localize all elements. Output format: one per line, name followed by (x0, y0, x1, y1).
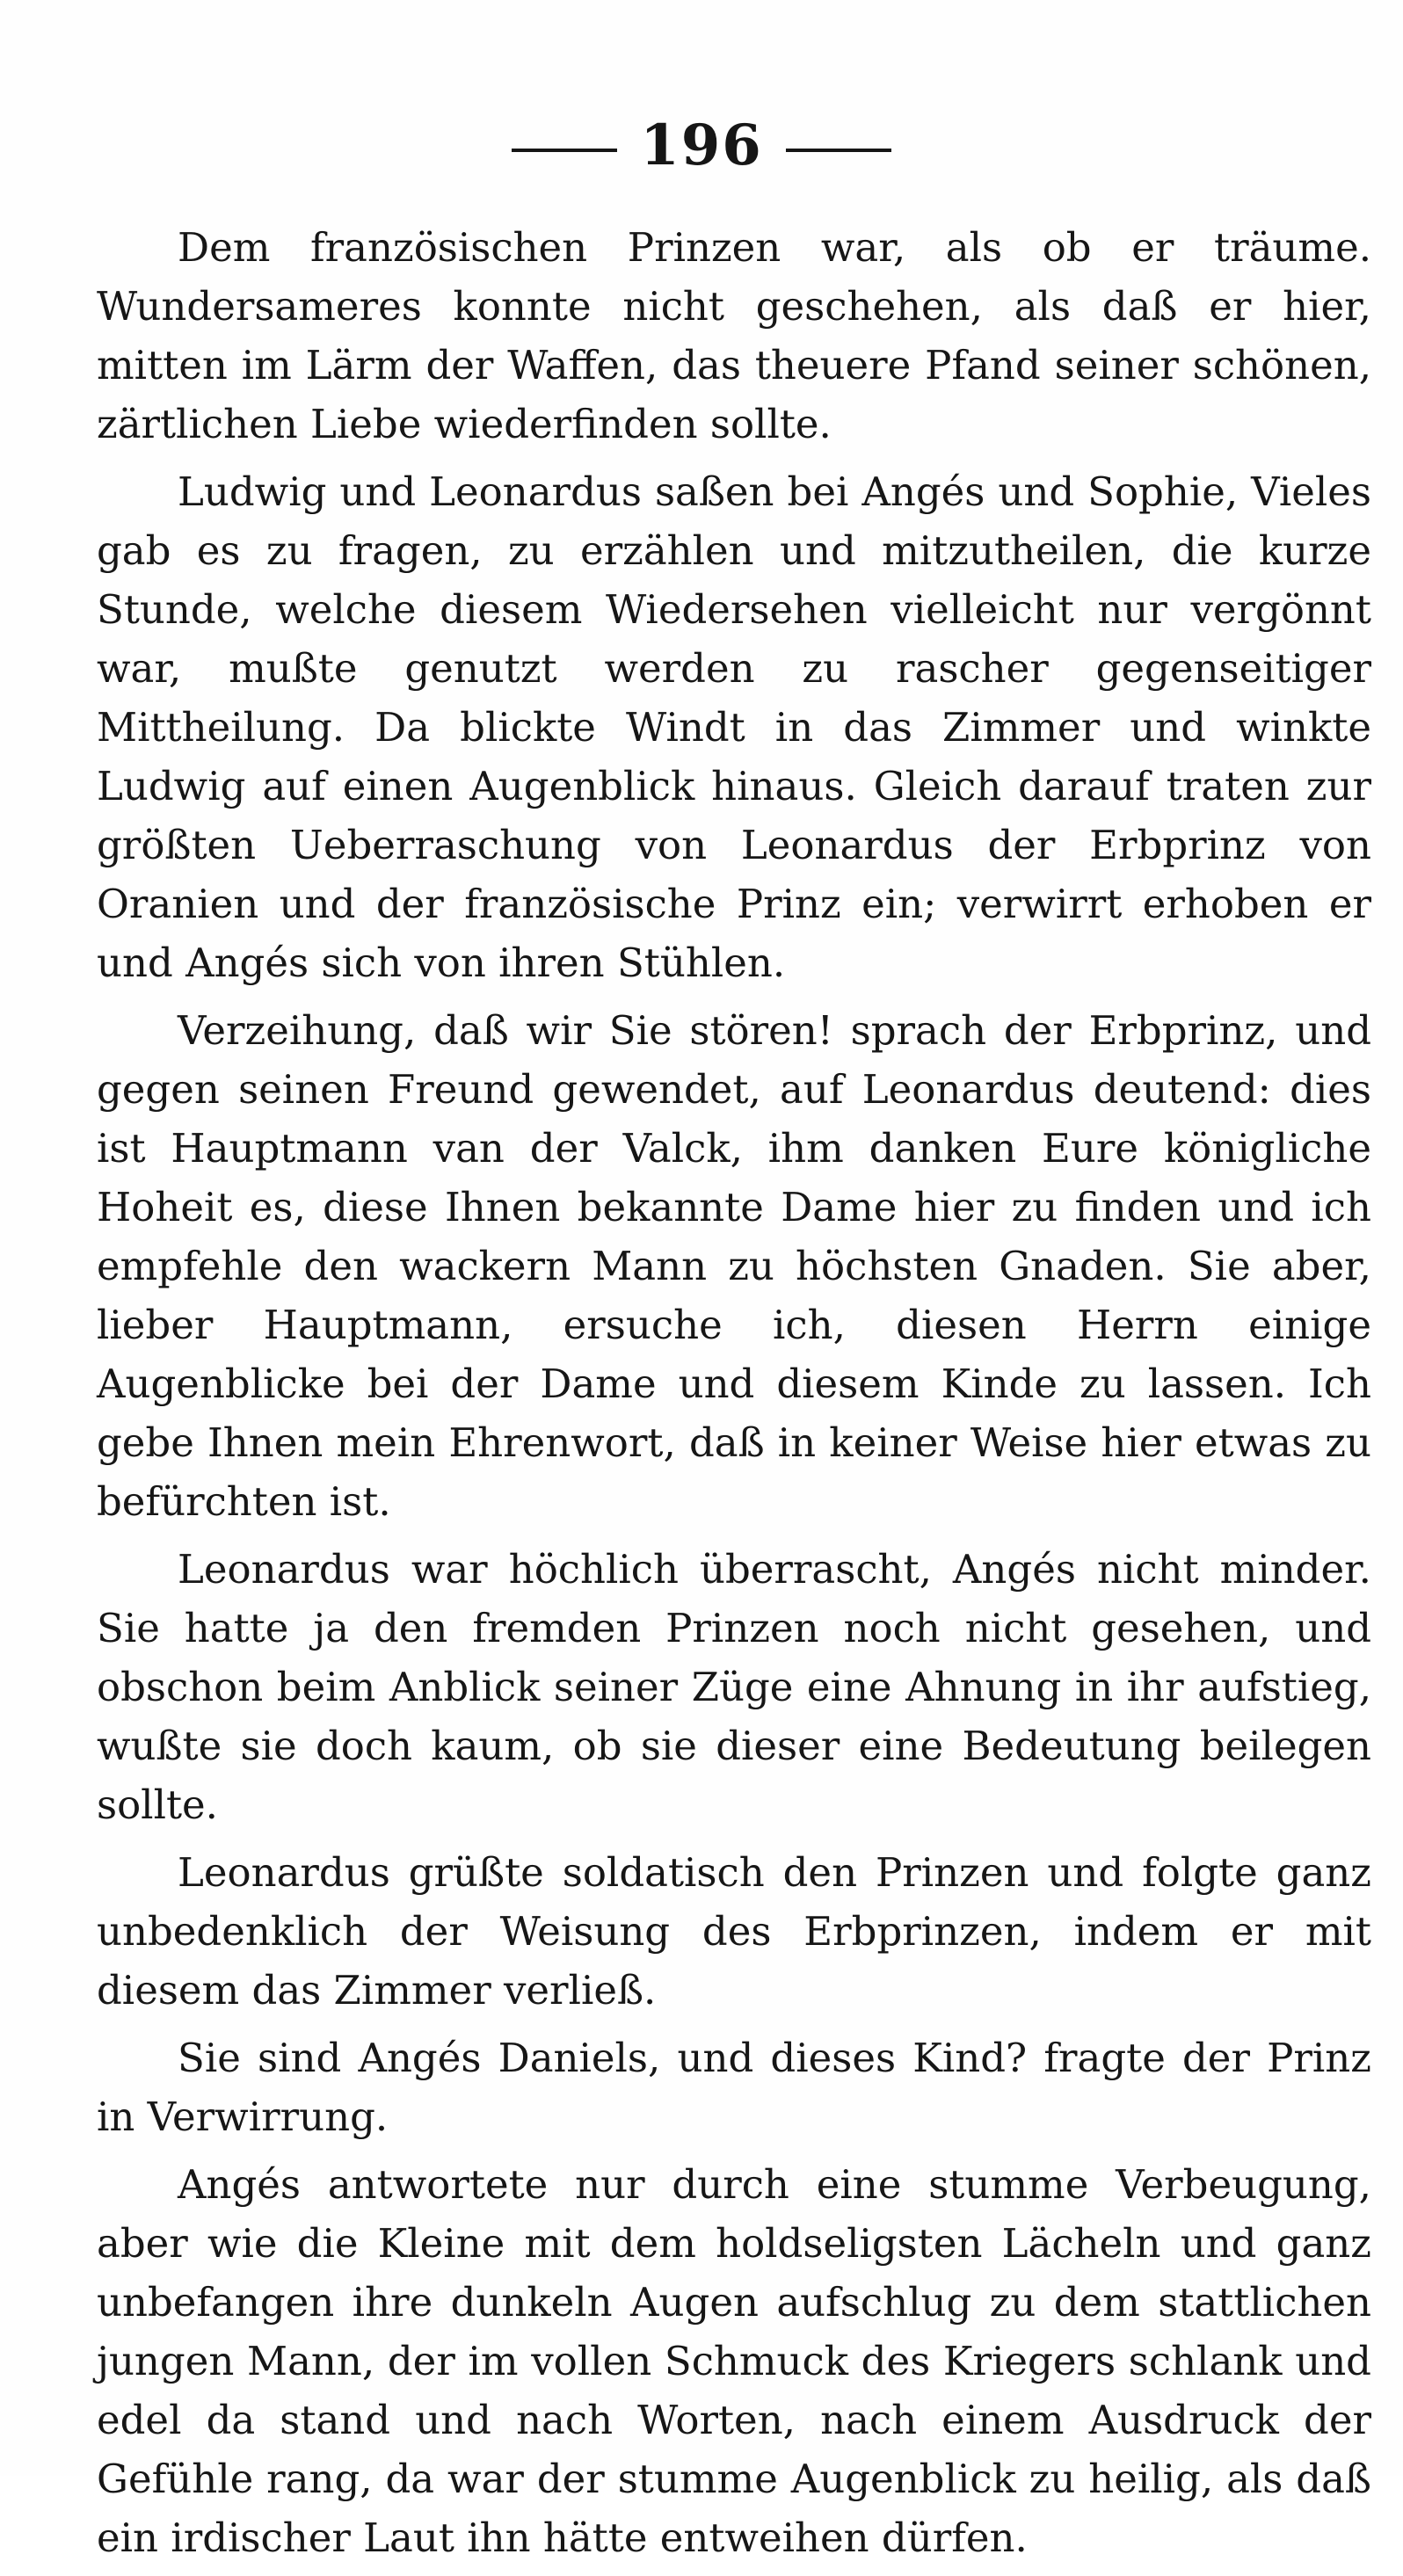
paragraph: Angés antwortete nur durch eine stumme Verbeugung, aber wie die Kleine mit dem holdseligsten Lächeln und ganz unbefangen ihre dunkeln Augen aufschlug zu dem stattlichen jungen Mann, der im vollen Schmuck des Kriegers schlank und edel da stand und nach Worten, nach einem Ausdruck der Gefühle rang, da war der stumme Augenblick zu heilig, als daß ein irdischer Laut ihn hätte entweihen dürfen. (97, 2161, 1371, 2561)
right-header-rule (786, 149, 891, 152)
paragraph: Leonardus grüßte soldatisch den Prinzen und folgte ganz unbedenklich der Weisung des Erbprinzen, indem er mit diesem das Zimmer verließ. (97, 1849, 1371, 2014)
paragraph: Sie sind Angés Daniels, und dieses Kind? fragte der Prinz in Verwirrung. (97, 2035, 1371, 2140)
paragraph: Verzeihung, daß wir Sie stören! sprach der Erbprinz, und gegen seinen Freund gewendet, auf Leonardus deutend: dies ist Hauptmann van der Valck, ihm danken Eure königliche Hoheit es, diese Ihnen bekannte Dame hier zu finden und ich empfehle den wackern Mann zu höchsten Gnaden. Sie aber, lieber Hauptmann, ersuche ich, diesen Herrn einige Augenblicke bei der Dame und diesem Kinde zu lassen. Ich gebe Ihnen mein Ehrenwort, daß in keiner Weise hier etwas zu befürchten ist. (97, 1007, 1371, 1525)
paragraph: Ludwig und Leonardus saßen bei Angés und Sophie, Vieles gab es zu fragen, zu erzählen und mitzutheilen, die kurze Stunde, welche diesem Wiedersehen vielleicht nur vergönnt war, mußte genutzt werden zu rascher gegenseitiger Mittheilung. Da blickte Windt in das Zimmer und winkte Ludwig auf einen Augenblick hinaus. Gleich darauf traten zur größten Ueberraschung von Leonardus der Erbprinz von Oranien und der französische Prinz ein; verwirrt erhoben er und Angés sich von ihren Stühlen. (97, 468, 1371, 986)
paragraph: Leonardus war höchlich überrascht, Angés nicht minder. Sie hatte ja den fremden Prinzen noch nicht gesehen, und obschon beim Anblick seiner Züge eine Ahnung in ihr aufstieg, wußte sie doch kaum, ob sie dieser eine Bedeutung beilegen sollte. (97, 1546, 1371, 1828)
left-header-rule (512, 149, 617, 152)
page-header (0, 112, 1403, 178)
page-number: 196 (640, 112, 763, 178)
body-text (97, 218, 1371, 2576)
paragraph: Dem französischen Prinzen war, als ob er träume. Wundersameres konnte nicht geschehen, als daß er hier, mitten im Lärm der Waffen, das theuere Pfand seiner schönen, zärtlichen Liebe wiederfinden sollte. (97, 224, 1371, 447)
